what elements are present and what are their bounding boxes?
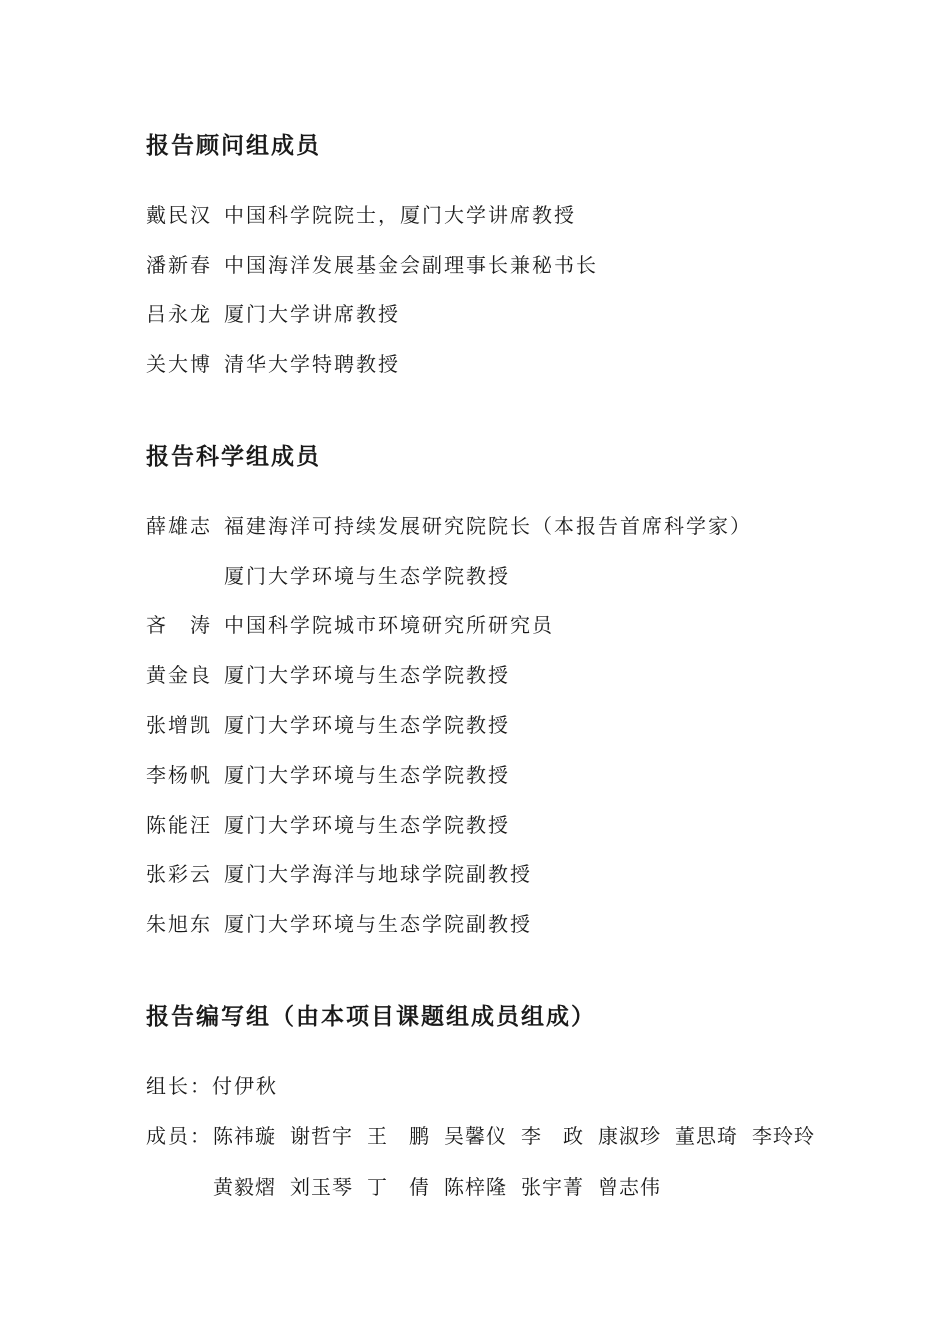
member-name: 关大博 — [146, 352, 212, 376]
members-label: 成员： — [146, 1124, 212, 1148]
member-name: 薛雄志 — [146, 514, 212, 538]
member-title: 厦门大学环境与生态学院教授 — [224, 663, 510, 687]
science-heading: 报告科学组成员 — [146, 443, 321, 470]
advisor-row — [146, 302, 400, 326]
writer-name: 刘玉琴 — [290, 1175, 353, 1199]
member-name: 张增凯 — [146, 713, 212, 737]
writing-heading: 报告编写组（由本项目课题组成员组成） — [146, 1003, 596, 1030]
member-name: 戴民汉 — [146, 203, 212, 227]
science-row — [146, 613, 554, 637]
writer-name: 黄毅熠 — [213, 1175, 276, 1199]
writer-name: 吴馨仪 — [444, 1124, 507, 1148]
writer-name: 王 鹏 — [367, 1124, 430, 1148]
member-title: 厦门大学海洋与地球学院副教授 — [224, 862, 532, 886]
science-row — [146, 713, 510, 737]
advisor-row — [146, 203, 576, 227]
science-row — [146, 813, 510, 837]
member-name: 吝 涛 — [146, 613, 212, 637]
writer-name: 李 政 — [521, 1124, 584, 1148]
member-name: 朱旭东 — [146, 912, 212, 936]
writer-name: 陈祎璇 — [213, 1124, 276, 1148]
member-title: 厦门大学环境与生态学院教授 — [224, 813, 510, 837]
science-row — [146, 663, 510, 687]
advisor-row — [146, 253, 598, 277]
writer-name: 丁 倩 — [367, 1175, 430, 1199]
members-line-1 — [213, 1124, 829, 1148]
members-line-2 — [213, 1175, 675, 1199]
member-title-continued: 厦门大学环境与生态学院教授 — [224, 564, 510, 588]
writer-name: 董思琦 — [675, 1124, 738, 1148]
writer-name: 曾志伟 — [598, 1175, 661, 1199]
writer-name: 康淑珍 — [598, 1124, 661, 1148]
member-title: 厦门大学环境与生态学院副教授 — [224, 912, 532, 936]
science-row — [146, 912, 532, 936]
science-row — [146, 862, 532, 886]
member-name: 张彩云 — [146, 862, 212, 886]
advisors-heading: 报告顾问组成员 — [146, 132, 321, 159]
science-row — [146, 763, 510, 787]
leader-name: 付伊秋 — [212, 1074, 278, 1098]
writer-name: 李玲玲 — [752, 1124, 815, 1148]
member-title: 厦门大学讲席教授 — [224, 302, 400, 326]
advisor-row — [146, 352, 400, 376]
members-label-row — [146, 1124, 212, 1148]
member-title: 中国海洋发展基金会副理事长兼秘书长 — [224, 253, 598, 277]
member-title: 厦门大学环境与生态学院教授 — [224, 763, 510, 787]
member-name: 黄金良 — [146, 663, 212, 687]
member-title: 清华大学特聘教授 — [224, 352, 400, 376]
member-name: 潘新春 — [146, 253, 212, 277]
member-title: 中国科学院院士，厦门大学讲席教授 — [224, 203, 576, 227]
member-title: 中国科学院城市环境研究所研究员 — [224, 613, 554, 637]
leader-label: 组长： — [146, 1074, 212, 1098]
writer-name: 陈梓隆 — [444, 1175, 507, 1199]
member-name: 吕永龙 — [146, 302, 212, 326]
science-row — [146, 514, 752, 538]
member-title: 福建海洋可持续发展研究院院长（本报告首席科学家） — [224, 514, 752, 538]
writer-name: 谢哲宇 — [290, 1124, 353, 1148]
member-name: 李杨帆 — [146, 763, 212, 787]
member-name: 陈能汪 — [146, 813, 212, 837]
writer-name: 张宇菁 — [521, 1175, 584, 1199]
member-title: 厦门大学环境与生态学院教授 — [224, 713, 510, 737]
leader-row — [146, 1074, 278, 1098]
